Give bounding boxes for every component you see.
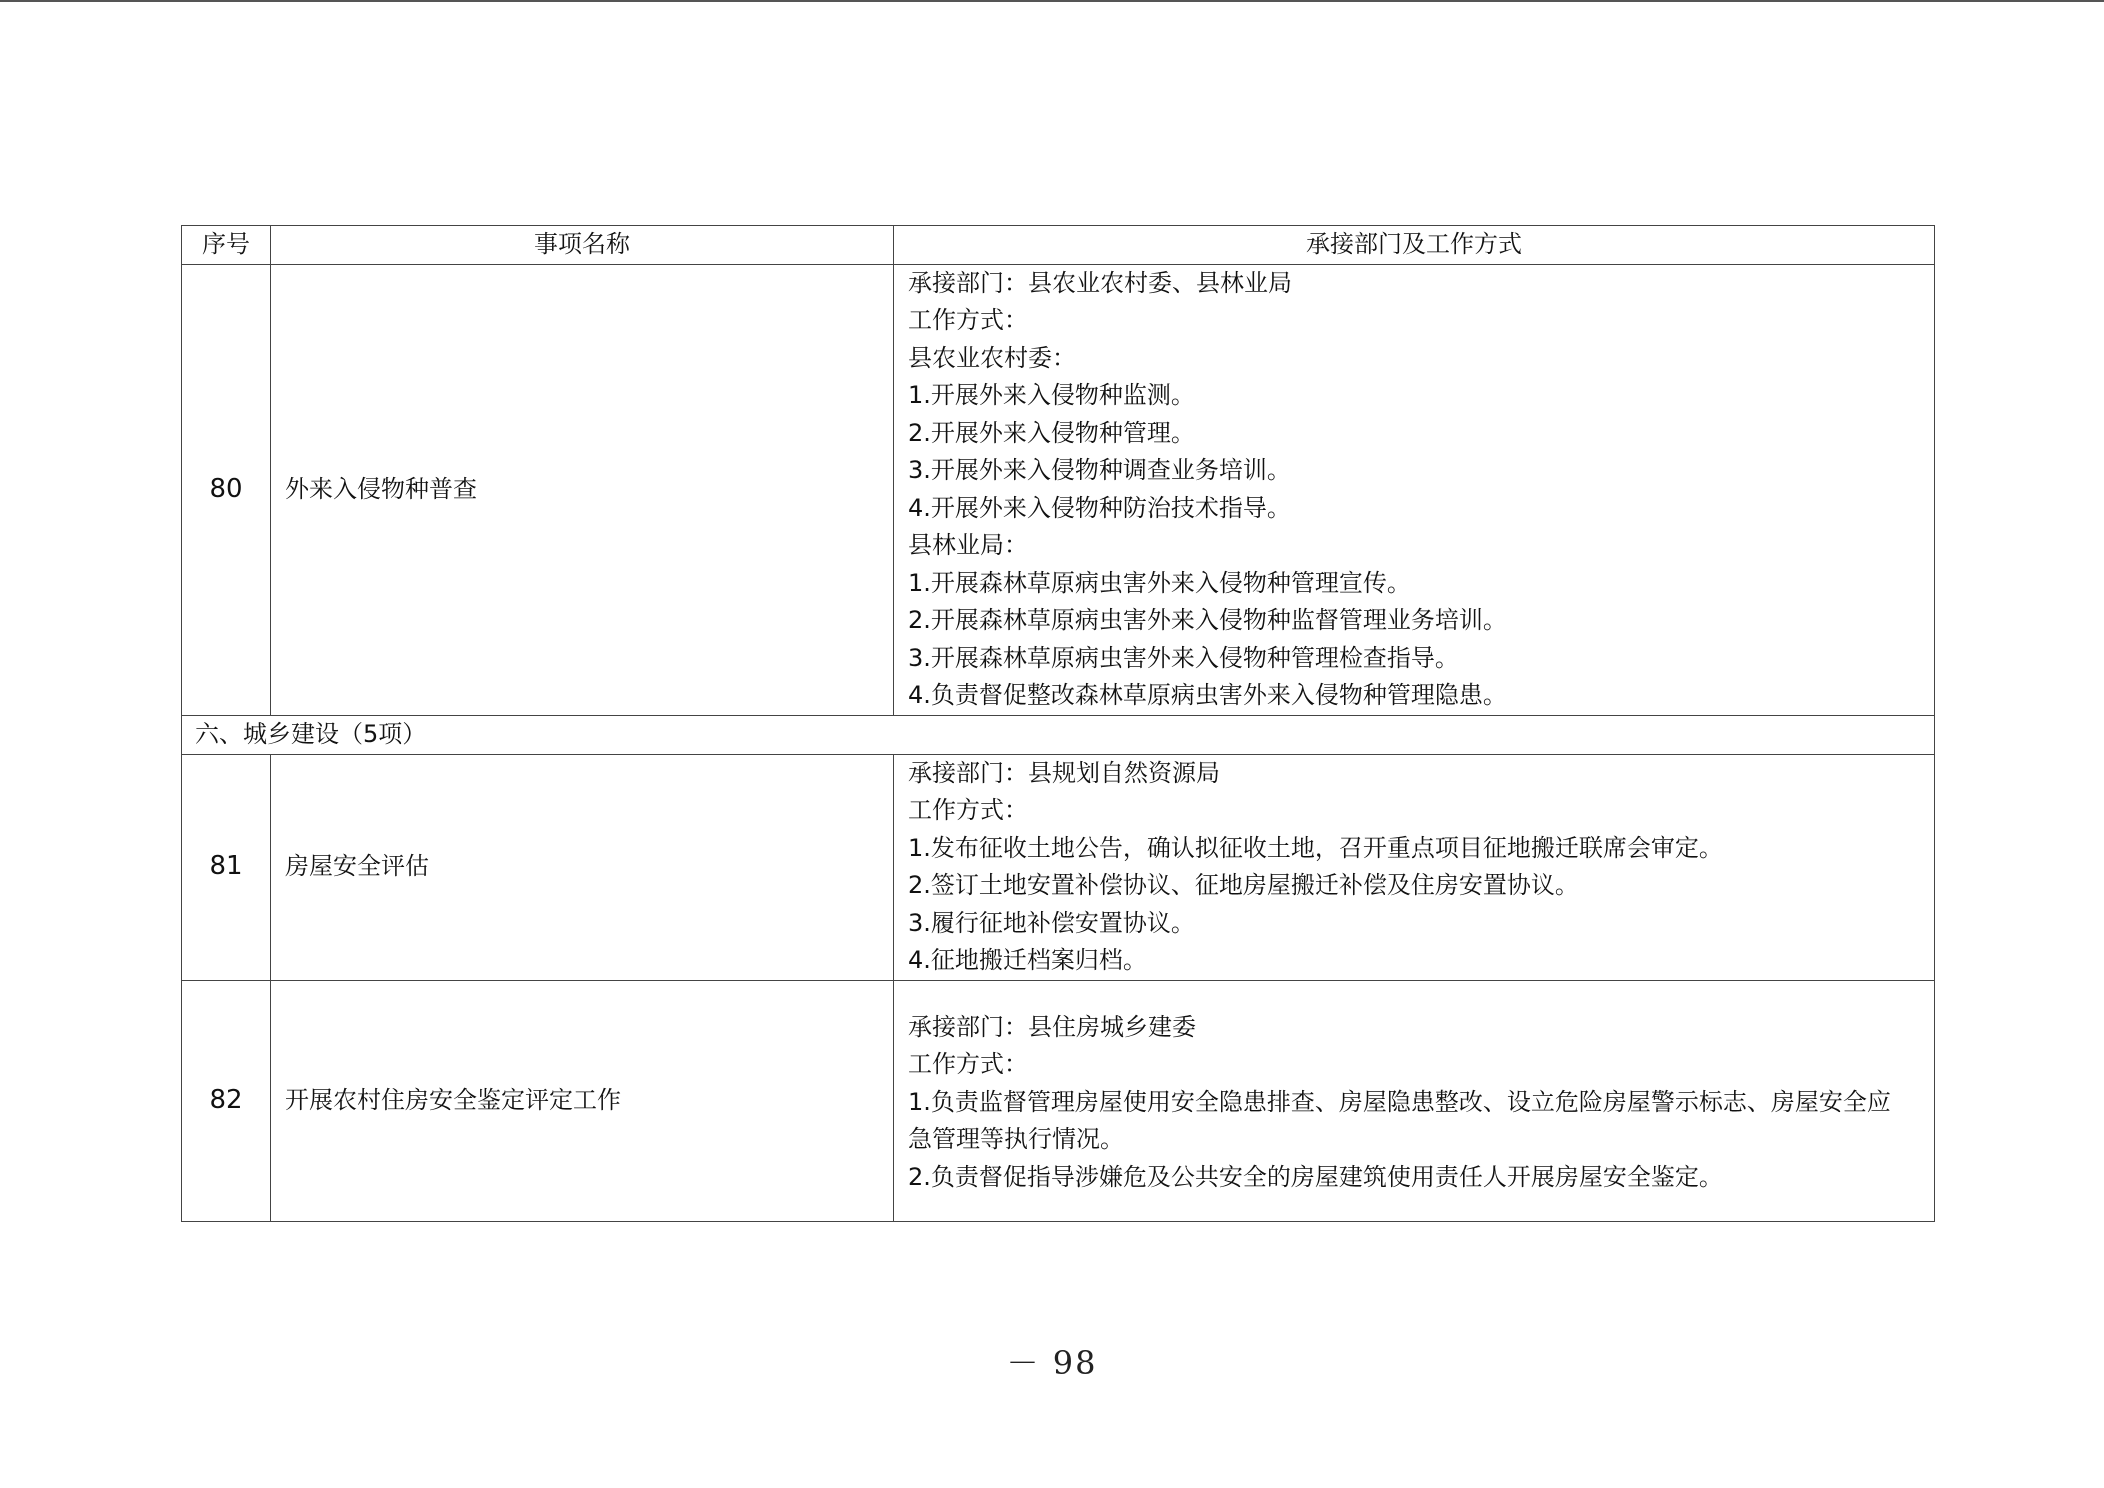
section-heading: 六、城乡建设（5项）	[182, 715, 1935, 754]
dept-line: 承接部门：县规划自然资源局	[908, 758, 1220, 787]
dept-line: 3.开展外来入侵物种调查业务培训。	[908, 456, 1291, 484]
dept-line: 工作方式：	[908, 1050, 1028, 1078]
table-header-row	[182, 226, 1935, 265]
row-item-name: 外来入侵物种普查	[271, 264, 894, 715]
table-row	[182, 980, 1935, 1222]
dept-line: 2.开展外来入侵物种管理。	[908, 418, 1195, 447]
table-row	[182, 754, 1935, 980]
row-serial-no: 80	[182, 264, 271, 715]
row-serial-no: 82	[182, 980, 271, 1222]
section-heading-row	[182, 715, 1935, 754]
page-number: － 98	[1006, 1344, 1098, 1382]
dept-line: 工作方式：	[908, 306, 1028, 334]
dept-line: 承接部门：县农业农村委、县林业局	[908, 268, 1292, 297]
dept-line: 工作方式：	[908, 796, 1028, 824]
dept-line: 3.履行征地补偿安置协议。	[908, 908, 1195, 937]
header-serial-no: 序号	[182, 226, 271, 265]
items-table	[181, 225, 1935, 1222]
dept-line: 2.负责督促指导涉嫌危及公共安全的房屋建筑使用责任人开展房屋安全鉴定。	[908, 1162, 1723, 1191]
dept-line: 承接部门：县住房城乡建委	[908, 1012, 1196, 1041]
dept-line: 4.负责督促整改森林草原病虫害外来入侵物种管理隐患。	[908, 681, 1507, 709]
header-item-name: 事项名称	[271, 226, 894, 265]
header-department-method: 承接部门及工作方式	[894, 226, 1935, 265]
dept-line: 1.开展外来入侵物种监测。	[908, 381, 1195, 409]
dept-line: 1.开展森林草原病虫害外来入侵物种管理宣传。	[908, 568, 1411, 597]
row-department-method	[894, 980, 1935, 1222]
row-department-method	[894, 754, 1935, 980]
dept-line: 1.负责监督管理房屋使用安全隐患排查、房屋隐患整改、设立危险房屋警示标志、房屋安全应急管理等执行情况。	[908, 1087, 1891, 1153]
dept-line: 县农业农村委：	[908, 343, 1076, 372]
dept-line: 3.开展森林草原病虫害外来入侵物种管理检查指导。	[908, 643, 1459, 672]
row-item-name: 房屋安全评估	[271, 754, 894, 980]
dept-line: 2.签订土地安置补偿协议、征地房屋搬迁补偿及住房安置协议。	[908, 871, 1579, 899]
dept-line: 4.征地搬迁档案归档。	[908, 946, 1147, 974]
row-serial-no: 81	[182, 754, 271, 980]
dept-line: 2.开展森林草原病虫害外来入侵物种监督管理业务培训。	[908, 606, 1507, 634]
row-item-name: 开展农村住房安全鉴定评定工作	[271, 980, 894, 1222]
dept-line: 县林业局：	[908, 531, 1028, 559]
dept-line: 1.发布征收土地公告，确认拟征收土地，召开重点项目征地搬迁联席会审定。	[908, 833, 1723, 862]
row-department-method	[894, 264, 1935, 715]
table-row	[182, 264, 1935, 715]
dept-line: 4.开展外来入侵物种防治技术指导。	[908, 493, 1291, 522]
